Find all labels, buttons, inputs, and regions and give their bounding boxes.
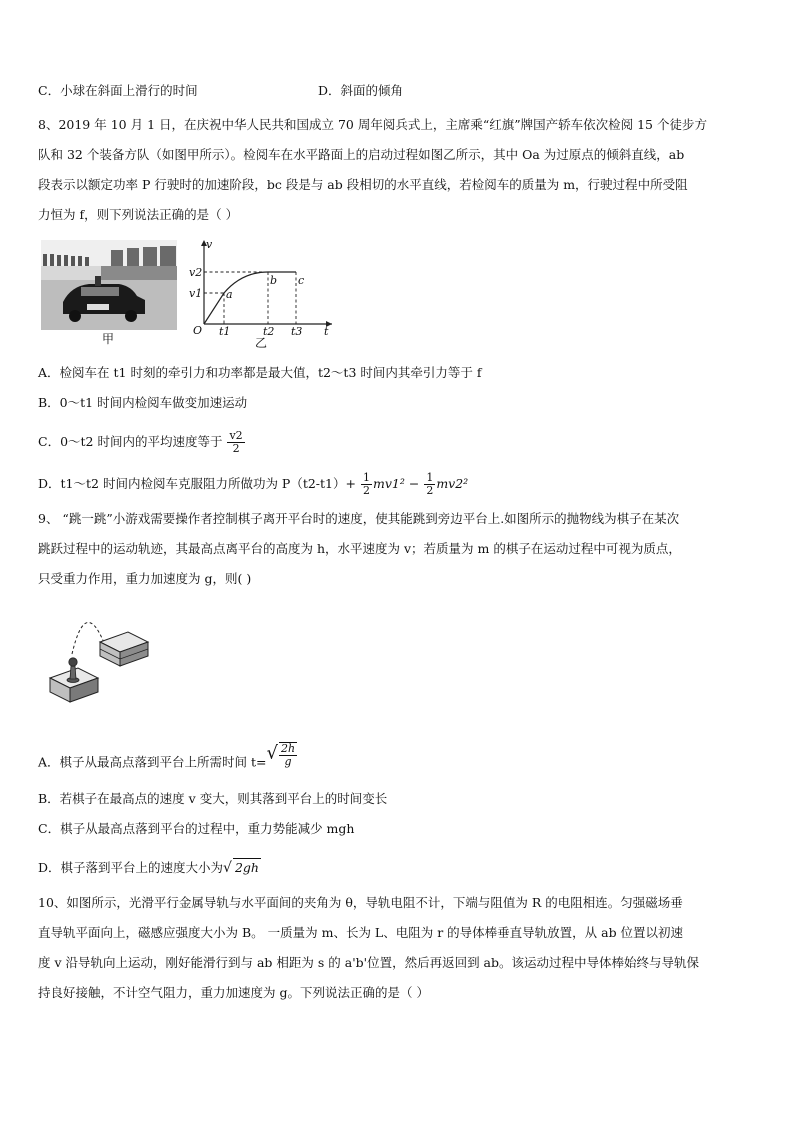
fraction-numerator: v2 [229, 429, 243, 442]
fraction-numerator: 1 [426, 471, 434, 484]
kinetic-term-2: mv2² [436, 476, 469, 491]
q8-stem-line2: 队和 32 个装备方队（如图甲所示）。检阅车在水平路面上的启动过程如图乙所示，其中 Oa 为过原点的倾斜直线，ab [38, 147, 685, 162]
parade-car-photo [41, 240, 177, 330]
point-a-label: a [226, 288, 233, 301]
fraction-denominator: 2 [426, 484, 434, 497]
velocity-curve [204, 272, 296, 324]
velocity-time-graph [186, 236, 336, 336]
half-fraction-2 [424, 472, 435, 497]
kinetic-term-1: mv1² [372, 476, 405, 491]
prev-option-d: D．斜面的倾角 [318, 83, 404, 98]
q8-option-c-fraction [227, 430, 244, 455]
q8-option-a: A．检阅车在 t1 时刻的牵引力和功率都是最大值，t2～t3 时间内其牵引力等于 f [38, 365, 482, 380]
q8-option-c-text: C．0～t2 时间内的平均速度等于 [38, 434, 223, 449]
t1-label: t1 [219, 325, 231, 336]
q9-stem-line3: 只受重力作用，重力加速度为 g，则( ) [38, 571, 252, 586]
q8-stem-line1: 8、2019 年 10 月 1 日，在庆祝中华人民共和国成立 70 周年阅兵式上，主席乘“红旗”牌国产轿车依次检阅 15 个徒步方 [38, 117, 707, 132]
q8-figure-yi [186, 236, 336, 336]
point-c-label: c [298, 274, 305, 287]
q8-caption-yi: 乙 [255, 336, 268, 350]
q10-stem-line2: 直导轨平面向上，磁感应强度大小为 B。 一质量为 m、长为 L、电阻为 r 的导体棒垂直导轨放置，从 ab 位置以初速 [38, 925, 684, 940]
q9-option-b: B．若棋子在最高点的速度 v 变大，则其落到平台上的时间变长 [38, 791, 388, 806]
q9-figure [46, 608, 156, 704]
fraction-denominator: g [284, 755, 292, 768]
q9-option-d-text: D．棋子落到平台上的速度大小为 [38, 860, 224, 875]
v-axis-label: v [206, 238, 213, 251]
fraction-numerator: 2h [280, 742, 296, 755]
q9-option-c: C．棋子从最高点落到平台的过程中，重力势能减少 mgh [38, 821, 355, 836]
q8-option-d-text: D．t1～t2 时间内检阅车克服阻力所做功为 P（t2-t1）+ [38, 476, 356, 491]
v1-label: v1 [189, 287, 203, 300]
t2-label: t2 [263, 325, 275, 336]
q9-option-a-text: A．棋子从最高点落到平台上所需时间 t= [38, 754, 267, 770]
q9-option-d: D．棋子落到平台上的速度大小为√ 2gh [38, 860, 259, 876]
minus-sign: − [408, 476, 420, 491]
fraction-denominator: 2 [362, 484, 370, 497]
q9-stem-line1: 9、 “跳一跳”小游戏需要操作者控制棋子离开平台时的速度，使其能跳到旁边平台上.如图所示的抛物线为棋子在某次 [38, 511, 680, 526]
v2-label: v2 [189, 266, 203, 279]
q8-option-d [38, 472, 468, 497]
sqrt-fraction: √ $\frac{2h}{g}$ [266, 742, 296, 768]
q8-stem-line3: 段表示以额定功率 P 行驶时的加速阶段，bc 段是与 ab 段相切的水平直线，若检阅车的质量为 m，行驶过程中所受阻 [38, 177, 688, 192]
fraction-denominator: 2 [232, 442, 240, 455]
q8-option-c [38, 430, 246, 455]
q9-stem-line2: 跳跃过程中的运动轨迹，其最高点离平台的高度为 h，水平速度为 v；若质量为 m 的棋子在运动过程中可视为质点， [38, 541, 681, 556]
q8-figure-jia [41, 240, 177, 330]
t3-label: t3 [291, 325, 303, 336]
jump-game-diagram [46, 608, 156, 704]
half-fraction-1 [361, 472, 372, 497]
t-axis-label: t [324, 325, 329, 336]
point-b-label: b [270, 274, 278, 287]
q8-stem-line4: 力恒为 f，则下列说法正确的是（ ） [38, 207, 239, 222]
q8-caption-jia: 甲 [102, 332, 115, 346]
sqrt-radicand: 2gh [234, 860, 259, 875]
origin-label: O [193, 324, 203, 336]
q10-stem-line3: 度 v 沿导轨向上运动，刚好能滑行到与 ab 相距为 s 的 a'b'位置，然后再返回到 ab。该运动过程中导体棒始终与导轨保 [38, 955, 700, 970]
prev-option-c: C．小球在斜面上滑行的时间 [38, 83, 198, 98]
q10-stem-line4: 持良好接触，不计空气阻力，重力加速度为 g。下列说法正确的是（ ） [38, 985, 429, 1000]
q9-option-a [38, 742, 298, 776]
fraction-numerator: 1 [362, 471, 370, 484]
q10-stem-line1: 10、如图所示，光滑平行金属导轨与水平面间的夹角为 θ，导轨电阻不计，下端与阻值为 R 的电阻相连。匀强磁场垂 [38, 895, 683, 910]
q8-option-b: B．0～t1 时间内检阅车做变加速运动 [38, 395, 248, 410]
